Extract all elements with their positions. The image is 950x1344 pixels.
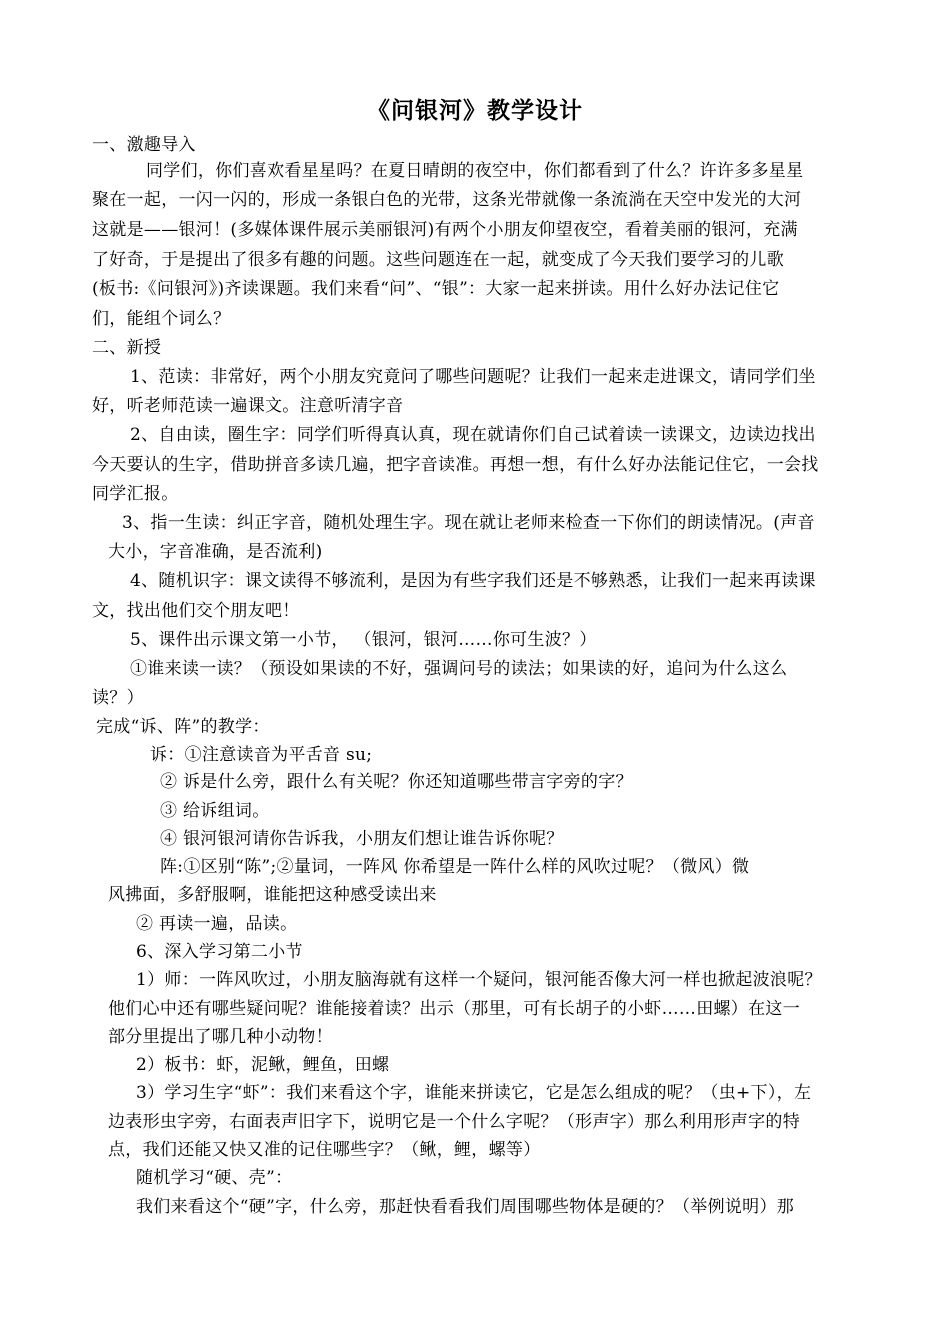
text-line: (板书:《问银河》)齐读课题。我们来看“问”、“银”：大家一起来拼读。用什么好办法记住它 bbox=[92, 279, 780, 299]
page-title: 《问银河》教学设计 bbox=[367, 98, 583, 124]
text-line: 2、自由读，圈生字：同学们听得真认真，现在就请你们自己试着读一读课文，边读边找出 bbox=[130, 425, 816, 445]
text-line: 一、激趣导入 bbox=[92, 135, 196, 155]
text-line: 完成“诉、阵”的教学： bbox=[96, 717, 270, 737]
text-line: 诉：①注意读音为平舌音 su; bbox=[150, 745, 373, 765]
text-line: 阵:①区别“陈”;②量词，一阵风 你希望是一阵什么样的风吹过呢？（微风）微 bbox=[160, 857, 750, 877]
text-line: 这就是——银河！(多媒体课件展示美丽银河)有两个小朋友仰望夜空，看着美丽的银河，充满 bbox=[92, 220, 798, 240]
text-line: ④ 银河银河请你告诉我，小朋友们想让谁告诉你呢？ bbox=[160, 829, 564, 849]
text-line: 3、指一生读：纠正字音，随机处理生字。现在就让老师来检查一下你们的朗读情况。(声音 bbox=[122, 513, 815, 533]
text-line: 部分里提出了哪几种小动物！ bbox=[108, 1027, 333, 1047]
text-line: 们，能组个词么？ bbox=[92, 309, 231, 329]
text-line: 同学汇报。 bbox=[92, 484, 179, 504]
text-line: 好，听老师范读一遍课文。注意听清字音 bbox=[92, 396, 404, 416]
text-line: 他们心中还有哪些疑问呢？谁能接着读？出示（那里，可有长胡子的小虾……田螺）在这一 bbox=[108, 999, 800, 1019]
text-line: 二、新授 bbox=[92, 338, 162, 358]
text-line: 了好奇，于是提出了很多有趣的问题。这些问题连在一起，就变成了今天我们要学习的儿歌 bbox=[92, 250, 784, 270]
text-line: 今天要认的生字，借助拼音多读几遍，把字音读准。再想一想，有什么好办法能记住它，一会找 bbox=[92, 455, 819, 475]
text-line: ③ 给诉组词。 bbox=[160, 801, 270, 821]
text-line: 读？） bbox=[92, 688, 144, 708]
text-line: 随机学习“硬、壳”： bbox=[136, 1168, 293, 1188]
text-line: 同学们，你们喜欢看星星吗？在夏日晴朗的夜空中，你们都看到了什么？许许多多星星 bbox=[146, 161, 804, 181]
text-line: 2）板书：虾，泥鳅，鲤鱼，田螺 bbox=[136, 1055, 390, 1075]
text-line: 4、随机识字：课文读得不够流利，是因为有些字我们还是不够熟悉，让我们一起来再读课 bbox=[130, 571, 816, 591]
text-line: 边表形虫字旁，右面表声旧字下，说明它是一个什么字呢？（形声字）那么利用形声字的特 bbox=[108, 1112, 800, 1132]
text-line: 聚在一起，一闪一闪的，形成一条银白色的光带，这条光带就像一条流淌在天空中发光的大河 bbox=[92, 190, 802, 210]
text-line: 1）师：一阵风吹过，小朋友脑海就有这样一个疑问，银河能否像大河一样也掀起波浪呢？ bbox=[136, 970, 822, 990]
text-line: 文，找出他们交个朋友吧！ bbox=[92, 601, 300, 621]
text-line: ② 诉是什么旁，跟什么有关呢？你还知道哪些带言字旁的字？ bbox=[160, 772, 633, 792]
text-line: 大小，字音准确，是否流利) bbox=[108, 542, 323, 562]
text-line: 6、深入学习第二小节 bbox=[136, 942, 303, 962]
text-line: 点，我们还能又快又准的记住哪些字？（鳅，鲤，螺等） bbox=[108, 1140, 541, 1160]
text-line: 3）学习生字“虾”：我们来看这个字，谁能来拼读它，它是怎么组成的呢？（虫+下），左 bbox=[136, 1083, 812, 1103]
text-line: 我们来看这个“硬”字，什么旁，那赶快看看我们周围哪些物体是硬的？（举例说明）那 bbox=[136, 1197, 795, 1217]
text-line: 风拂面，多舒服啊，谁能把这种感受读出来 bbox=[108, 885, 437, 905]
text-line: 5、课件出示课文第一小节， （银河，银河……你可生波？） bbox=[130, 630, 597, 650]
text-line: ①谁来读一读？（预设如果读的不好，强调问号的读法；如果读的好，追问为什么这么 bbox=[130, 659, 788, 679]
text-line: ② 再读一遍，品读。 bbox=[136, 914, 298, 934]
text-line: 1、范读：非常好，两个小朋友究竟问了哪些问题呢？让我们一起来走进课文，请同学们坐 bbox=[130, 367, 816, 387]
